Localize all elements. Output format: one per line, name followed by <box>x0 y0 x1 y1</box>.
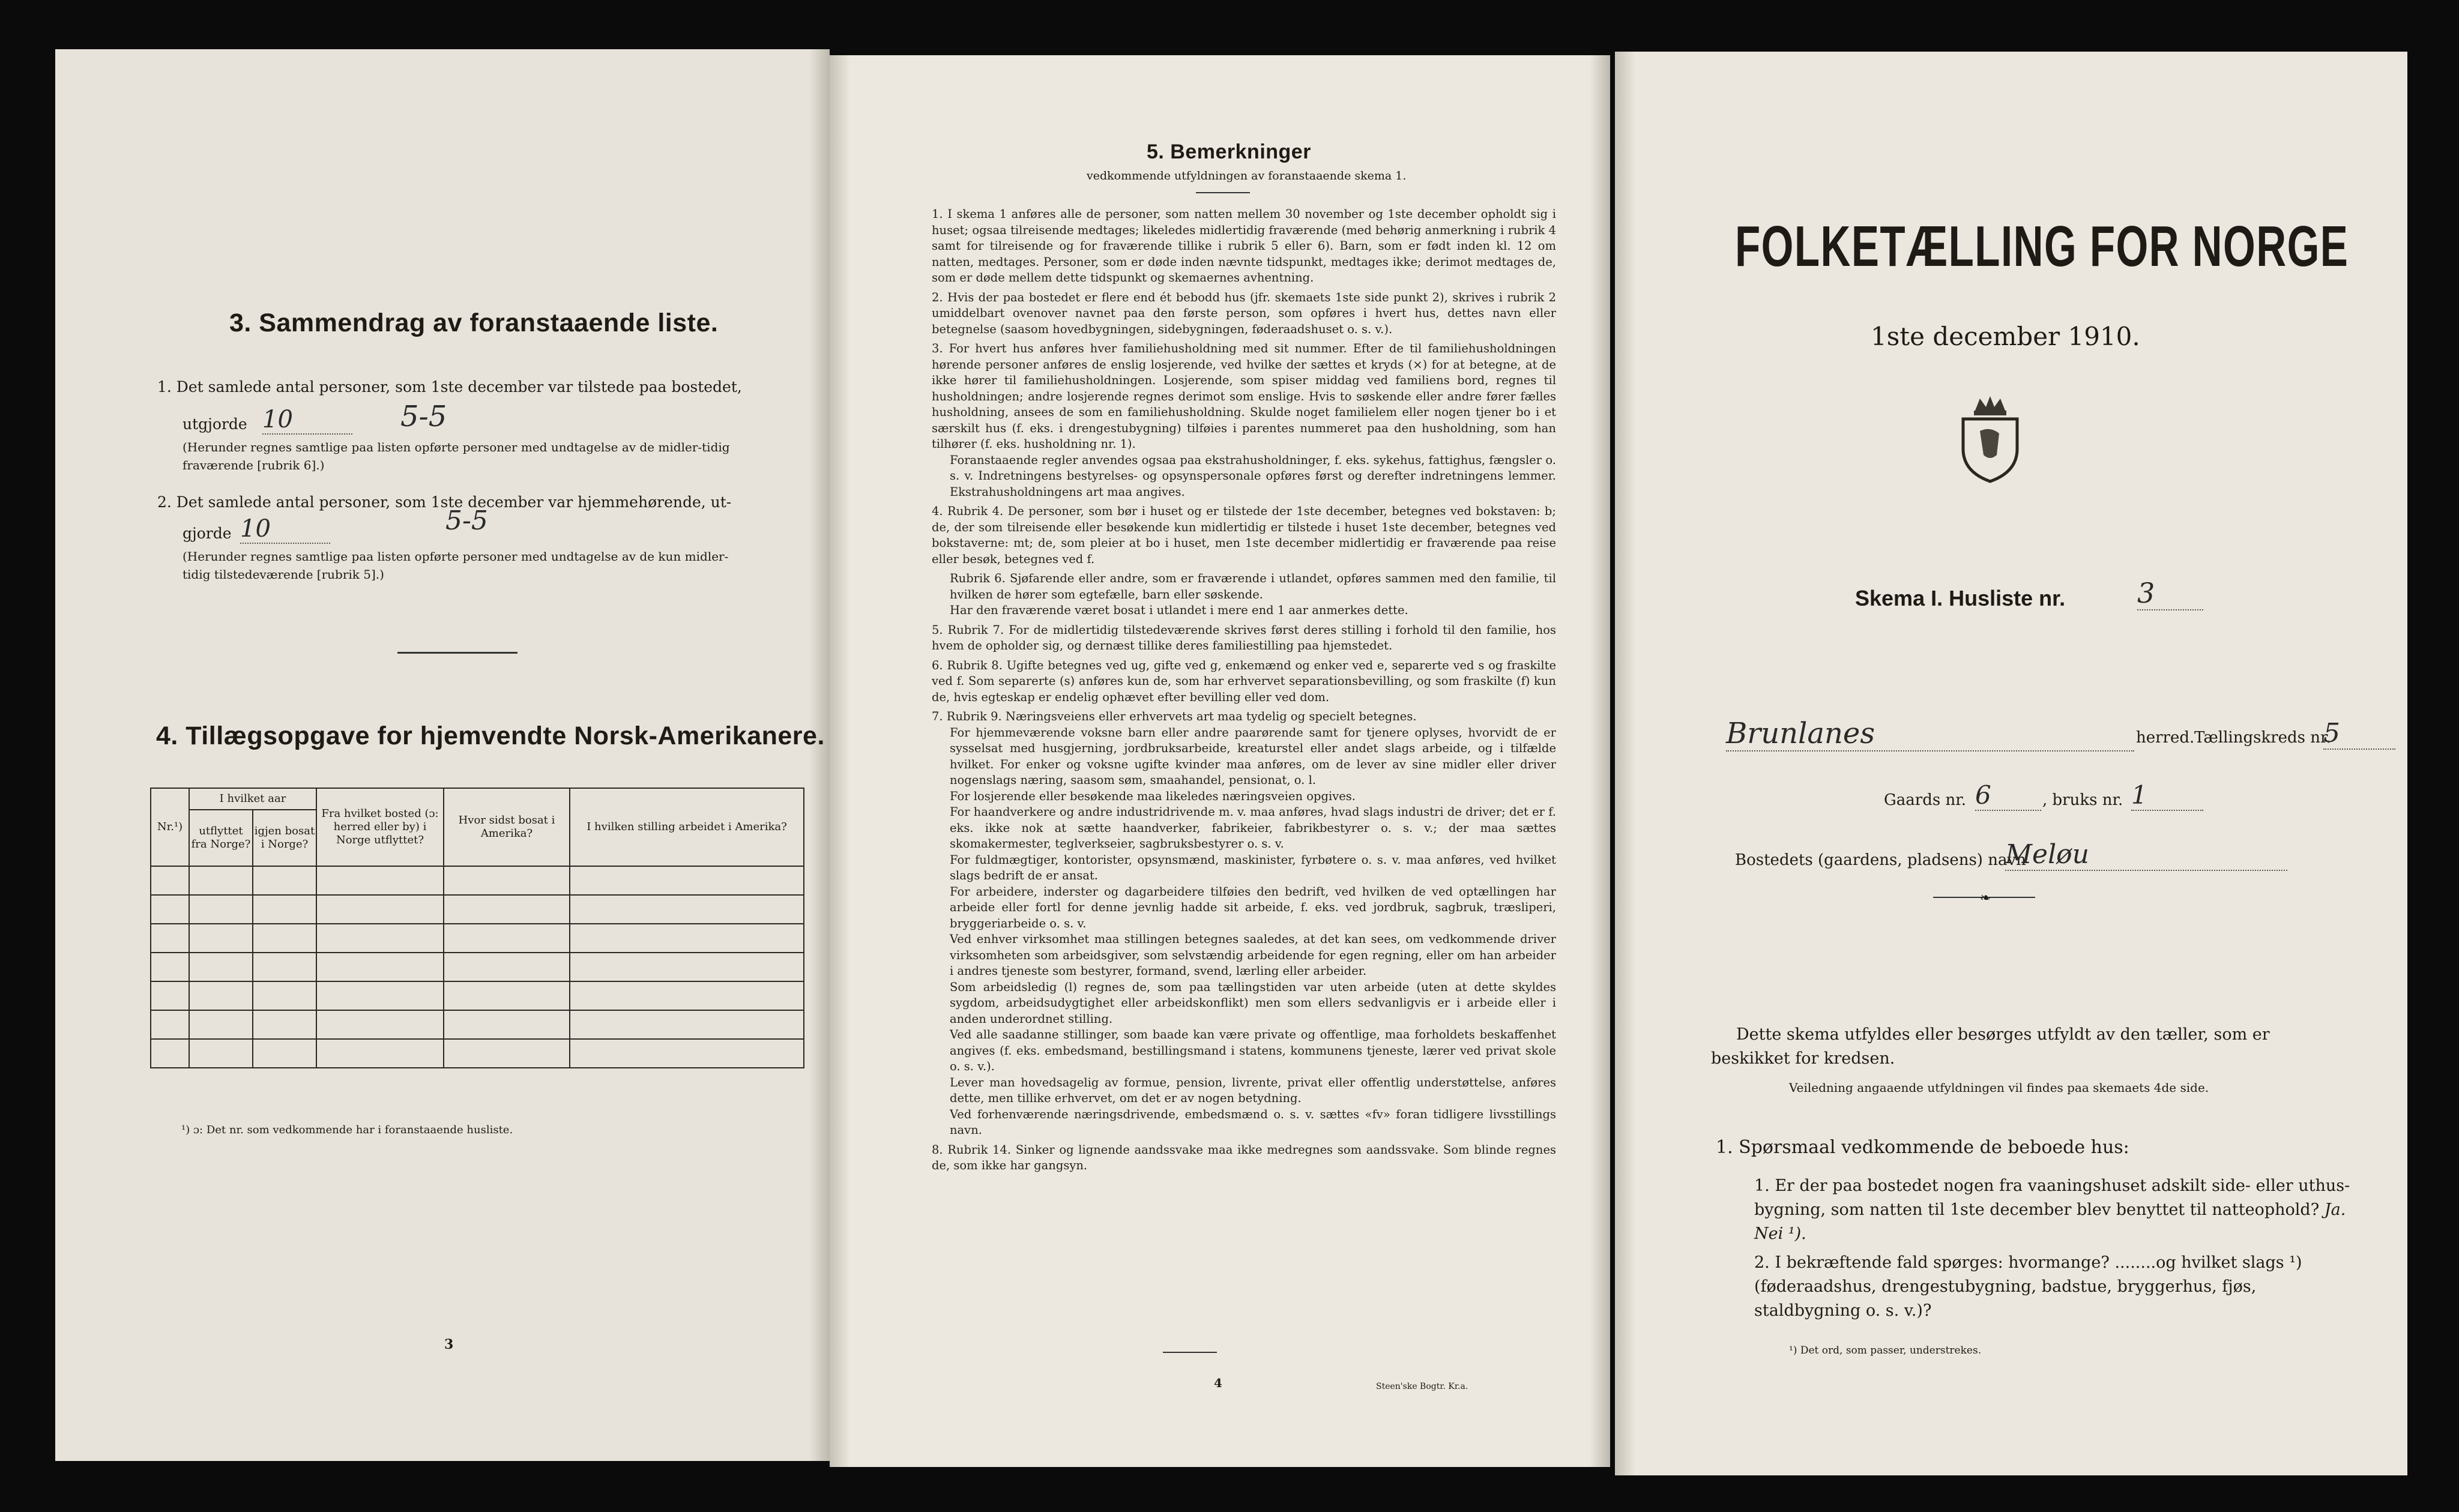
census-date: 1ste december 1910. <box>1871 322 2140 351</box>
remark-paragraph: 5. Rubrik 7. For de midlertidig tilstedeværende skrives først deres stilling i forhold til den familie, hos hvem de opholder sig, og dernæst tillike deres familiestilling paa hjemstedet. <box>932 622 1556 652</box>
remark-paragraph: Foranstaaende regler anvendes ogsaa paa ekstrahusholdninger, f. eks. sykehus, fattighus, fængsler o. s. v. Indretningens bestyrelses- og opsynspersonale opføres først og derefter indretningens lemmer. Ekstrahusholdningens art maa angives. <box>950 453 1556 499</box>
table-row <box>151 866 804 895</box>
questions-footnote: ¹) Det ord, som passer, understrekes. <box>1789 1345 1982 1357</box>
table-row <box>151 895 804 924</box>
page-number-middle: 4 <box>1214 1376 1222 1390</box>
questions-heading: 1. Spørsmaal vedkommende de beboede hus: <box>1716 1137 2129 1158</box>
printer-mark: Steen'ske Bogtr. Kr.a. <box>1376 1382 1468 1391</box>
remarks-end-rule <box>1163 1352 1217 1353</box>
remark-paragraph: Rubrik 6. Sjøfarende eller andre, som er fraværende i utlandet, opføres sammen med den familie, til hvilken de hører som egtefælle, barn eller søskende. <box>950 571 1556 601</box>
page-fold-shadow <box>1615 52 1635 1475</box>
coat-of-arms-icon <box>1957 394 2023 484</box>
section4-heading: 4. Tillægsopgave for hjemvendte Norsk-Amerikanere. <box>156 721 825 750</box>
remark-paragraph: 2. Hvis der paa bostedet er flere end ét bebodd hus (jfr. skemaets 1ste side punkt 2), skrives i rubrik 2 umiddelbart ovenover navnet paa den første person, som opføres i hvert hus, dettes navn eller betegnelse (saasom hovedbygningen, sidebygningen, føderaadshuset o. s. v.). <box>932 290 1556 336</box>
bruks-value: 1 <box>2131 780 2203 811</box>
remark-paragraph: Ved alle saadanne stillinger, som baade kan være private og offentlige, maa forholdets beskaffenhet angives (f. eks. embedsmand, bestillingsmand i statens, kommunens tjeneste, lærer ved privat skole o. s. v.). <box>950 1028 1556 1073</box>
table-row <box>151 953 804 981</box>
remark-paragraph: Lever man hovedsagelig av formue, pension, livrente, privat eller offentlig understøttelse, anføres dette, men tillike erhvervet, om det er av nogen betydning. <box>950 1075 1556 1105</box>
norsk-amerikanere-table <box>150 788 804 1068</box>
remark-paragraph: For arbeidere, inderster og dagarbeidere tilføies den bedrift, ved hvilken de ved optællingen har arbeide eller fortl for denne jevnlig hadde sit arbeide, f. eks. ved jordbruk, sagbruk, træsliperi, bryggeriarbeide o. s. v. <box>950 884 1556 930</box>
remark-paragraph: 4. Rubrik 4. De personer, som bør i huset og er tilstede der 1ste december, betegnes ved bokstaven: b; de, der som tilreisende eller besøkende kun midlertidig er tilstede i huset 1ste december, betegnes ved bokstaverne: mt; de, som pleier at bo i huset, men 1ste december midlertidig er fraværende paa reise eller besøk, betegnes ved f. <box>932 504 1556 566</box>
col-stilling-header: I hvilken stilling arbeidet i Amerika? <box>570 788 804 866</box>
item2-total-value: 10 <box>240 515 330 544</box>
section3-item2-text: 2. Det samlede antal personer, som 1ste december var hjemmehørende, ut- <box>157 493 732 511</box>
remarks-heading: 5. Bemerkninger <box>1147 140 1311 163</box>
remark-paragraph: 6. Rubrik 8. Ugifte betegnes ved ug, gifte ved g, enkemænd og enker ved e, separerte ved s og fraskilte ved f. Som separerte (s) anføres kun de, som har erhvervet separationsbevilling, og som fraskilte (f) kun de, hvis egteskap er endelig ophævet efter bevilling eller ved dom. <box>932 658 1556 704</box>
table-row <box>151 924 804 953</box>
item1-utgjorde-label: utgjorde <box>183 415 247 433</box>
remark-paragraph: For haandverkere og andre industridrivende m. v. maa anføres, hvad slags industri de driver; det er f. eks. ikke nok at sætte haandverker, fabrikeier, fabrikbestyrer o. s. v.; der maa sættes skomakermester, teglverkseier, sagbruksbestyrer o. s. v. <box>950 805 1556 851</box>
item2-gjorde-label: gjorde <box>183 525 232 542</box>
remark-paragraph: 7. Rubrik 9. Næringsveiens eller erhvervets art maa tydelig og specielt betegnes. <box>932 709 1417 723</box>
gaards-value: 6 <box>1975 780 2041 811</box>
question-1-answer: Ja. Nei ¹). <box>1754 1200 2346 1243</box>
section3-item1-text: 1. Det samlede antal personer, som 1ste december var tilstede paa bostedet, <box>157 378 742 396</box>
col-group-header: I hvilket aar <box>189 788 316 810</box>
remark-paragraph: Som arbeidsledig (l) regnes de, som paa tællingstiden var uten arbeide (uten at dette skyldes sygdom, arbeidsudygtighet eller arbeidskonflikt) men som ellers sedvanligvis er i arbeide eller i anden underordnet stilling. <box>950 980 1556 1026</box>
instruction-guidance: Veiledning angaaende utfyldningen vil findes paa skemaets 4de side. <box>1789 1080 2209 1095</box>
question-1-text: 1. Er der paa bostedet nogen fra vaaningshuset adskilt side- eller uthus-bygning, som natten til 1ste december blev benyttet til natteophold? <box>1754 1176 2350 1219</box>
item2-note-a: (Herunder regnes samtlige paa listen opførte personer med undtagelse av de kun midler- <box>183 549 729 564</box>
herred-value: Brunlanes <box>1726 717 2134 751</box>
remarks-rule <box>1196 192 1250 193</box>
item2-breakdown-value: 5-5 <box>445 505 488 536</box>
page-fold-shadow <box>830 55 850 1467</box>
section3-heading: 3. Sammendrag av foranstaaende liste. <box>229 309 719 337</box>
skema-label: Skema I. Husliste nr. <box>1855 586 2066 610</box>
col-utflyttet-header: utflyttet fra Norge? <box>189 810 253 866</box>
item1-note-b: fraværende [rubrik 6].) <box>183 458 325 472</box>
remark-paragraph: 1. I skema 1 anføres alle de personer, som natten mellem 30 november og 1ste december opholdt sig i huset; ogsaa tilreisende medtages; likeledes midlertidig fraværende (med behørig anmerkning i rubrik 4 samt for tilreisende og for fraværende tillike i rubrik 5 eller 6). Barn, som er født inden kl. 12 om natten, medtages. Personer, som er døde inden nævnte tidspunkt, medtages ikke; derimot medtages de, som er døde mellem dette tidspunkt og skemaernes avhentning. <box>932 207 1556 285</box>
col-nr-header: Nr.¹) <box>151 788 189 866</box>
remark-paragraph: For fuldmægtiger, kontorister, opsynsmænd, maskinister, fyrbøtere o. s. v. maa anføres, ved hvilket slags bedrift de er ansat. <box>950 852 1556 882</box>
remark-paragraph: For hjemmeværende voksne barn eller andre paarørende samt for tjenere oplyses, hvorvidt de er sysselsat med husgjerning, jordbruksarbeide, kreaturstel eller andet slags arbeide, og i tilfælde hvilket. For enker og voksne ugifte kvinder maa anføres, om de lever av sine midler eller driver nogenslags næring, saasom søm, smaahandel, pensionat, o. l. <box>950 725 1556 787</box>
remarks-body <box>932 206 1556 1174</box>
census-title: FOLKETÆLLING FOR NORGE <box>1735 214 2349 279</box>
remark-paragraph: Ved enhver virksomhet maa stillingen betegnes saaledes, at det kan sees, om vedkommende driver virksomheten som arbeidsgiver, som selvstændig arbeidende for egen regning, eller om han arbeider i andres tjeneste som bestyrer, formand, svend, lærling eller arbeider. <box>950 932 1556 978</box>
herred-label: herred. <box>2136 729 2195 747</box>
col-igjen-header: igjen bosat i Norge? <box>253 810 316 866</box>
item1-breakdown-value: 5-5 <box>400 400 447 433</box>
question-1 <box>1754 1174 2355 1246</box>
page-fold-shadow <box>809 49 830 1461</box>
gaards-label: Gaards nr. <box>1884 791 1967 809</box>
bruks-label: , bruks nr. <box>2042 791 2123 809</box>
question-2: 2. I bekræftende fald spørges: hvormange? ........og hvilket slags ¹) (føderaadshus, drengestubygning, badstue, bryggerhus, fjøs, staldbygning o. s. v.)? <box>1754 1253 2302 1320</box>
divider-rule <box>397 652 517 654</box>
instruction-text: Dette skema utfyldes eller besørges utfyldt av den tæller, som er beskikket for kredsen. <box>1711 1025 2270 1068</box>
page-left <box>55 49 830 1461</box>
remark-paragraph: 8. Rubrik 14. Sinker og lignende aandssvake maa ikke medregnes som aandssvake. Som blinde regnes de, som ikke har gangsyn. <box>932 1142 1556 1172</box>
bosted-value: Meløu <box>2005 839 2287 871</box>
table-row <box>151 1039 804 1068</box>
remark-paragraph: Har den fraværende været bosat i utlandet i mere end 1 aar anmerkes dette. <box>950 603 1408 617</box>
husliste-nr-value: 3 <box>2137 577 2203 610</box>
item1-total-value: 10 <box>262 406 352 435</box>
page-middle <box>830 55 1610 1467</box>
page-right <box>1615 52 2407 1475</box>
bosted-label: Bostedets (gaardens, pladsens) navn <box>1735 851 2026 869</box>
col-fra-header: Fra hvilket bosted (ɔ: herred eller by) i Norge utflyttet? <box>316 788 444 866</box>
table-row <box>151 981 804 1010</box>
remarks-subheading: vedkommende utfyldningen av foranstaaende skema 1. <box>1087 169 1407 182</box>
page-fold-shadow <box>1590 55 1610 1467</box>
remark-paragraph: For losjerende eller besøkende maa likeledes næringsveien opgives. <box>950 789 1356 803</box>
item1-note-a: (Herunder regnes samtlige paa listen opførte personer med undtagelse av de midler-tidig <box>183 440 730 454</box>
ornament-icon: ❧ <box>1980 891 1991 906</box>
kreds-value: 5 <box>2323 718 2395 750</box>
kreds-label: Tællingskreds nr. <box>2194 729 2331 747</box>
section4-footnote: ¹) ɔ: Det nr. som vedkommende har i foranstaaende husliste. <box>181 1124 513 1136</box>
remark-paragraph: Ved forhenværende næringsdrivende, embedsmænd o. s. v. sættes «fv» foran tidligere livsstillings navn. <box>950 1107 1556 1137</box>
table-row <box>151 1010 804 1039</box>
item2-note-b: tidig tilstedeværende [rubrik 5].) <box>183 567 384 582</box>
col-hvor-header: Hvor sidst bosat i Amerika? <box>444 788 570 866</box>
page-number-left: 3 <box>444 1337 454 1352</box>
remark-paragraph: 3. For hvert hus anføres hver familiehusholdning med sit nummer. Efter de til familiehusholdningen hørende personer anføres de enslig losjerende, ved hvilke der sættes et kryds (×) for at betegne, at de ikke hører til familiehusholdningen. Losjerende, som spiser middag ved familiens bord, regnes til husholdningen; andre losjerende regnes derimot som enslige. Hvis to søskende eller andre fører fælles husholdning, ansees de som en familiehusholdning. Skulde noget familielem eller nogen tjener bo i et særskilt hus (f. eks. i drengestubygning) tilføies i parentes nummeret paa den husholdning, som han tilhører (f. eks. husholdning nr. 1). <box>932 342 1556 451</box>
